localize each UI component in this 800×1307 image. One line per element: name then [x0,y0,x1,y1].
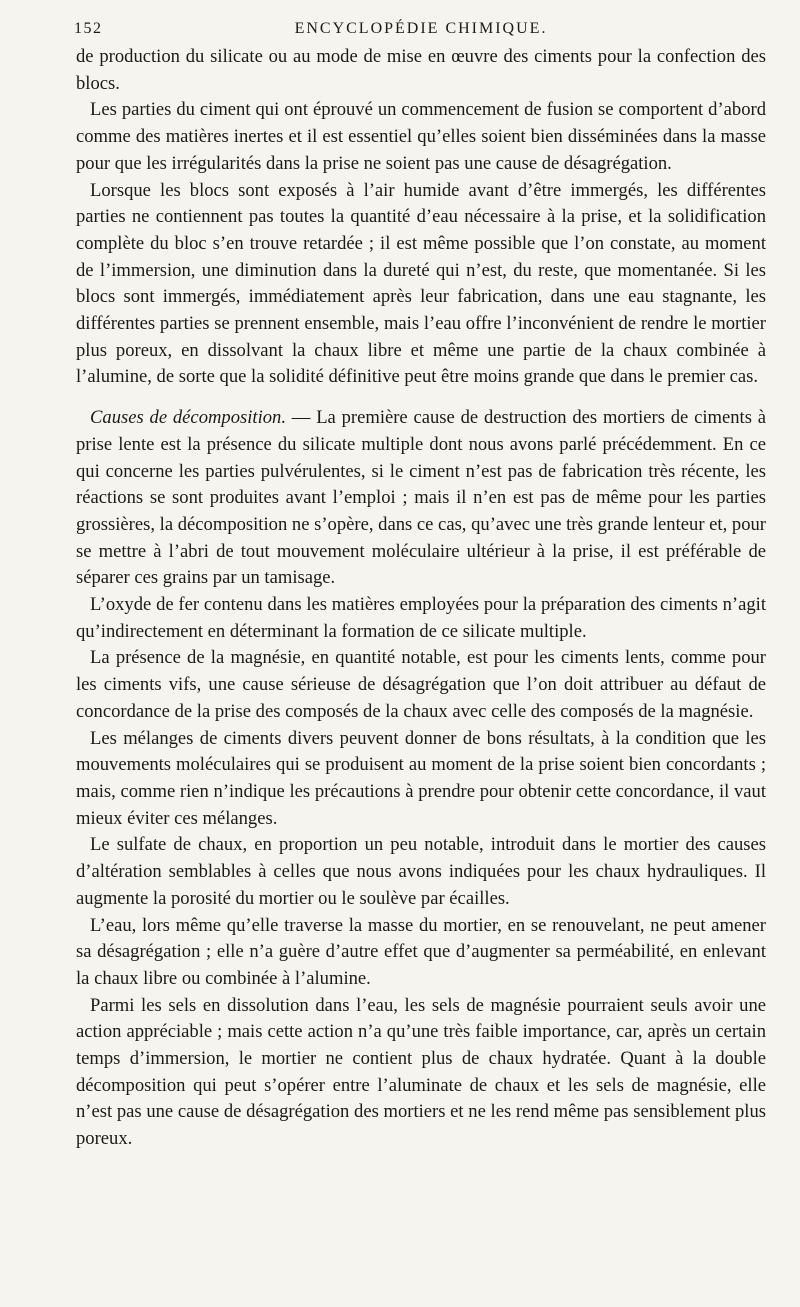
paragraph-causes-de-decomposition [76,405,766,592]
paragraph-text: Les mélanges de ciments divers peuvent donner de bons résultats, à la condition que les mouvements moléculaires qui se produisent au moment de la prise soient bien concordants ; mais, comme rien n’indique les précautions à prendre pour obtenir cette concordance, il vaut mieux éviter ces mélanges. [76,727,766,829]
paragraph [76,97,766,177]
paragraph [76,726,766,833]
paragraph-text: L’oxyde de fer contenu dans les matières employées pour la préparation des ciments n’agit qu’indirectement en déterminant la formation de ce silicate multiple. [76,594,766,642]
paragraph-text: Lorsque les blocs sont exposés à l’air humide avant d’être immergés, les différentes parties ne contiennent pas toutes la quantité d’eau nécessaire à la prise, et la solidification complète du bloc s’en trouve retardée ; il est même possible que l’on constate, au moment de l’immersion, une diminution dans la dureté qui n’est, du reste, que momentanée. Si les blocs sont immergés, immédiatement après leur fabrication, dans une eau stagnante, les différentes parties se prennent ensemble, mais l’eau offre l’inconvénient de rendre le mortier plus poreux, en dissolvant la chaux libre et même une partie de la chaux combinée à l’alumine, de sorte que la solidité définitive peut être moins grande que dans le premier cas. [76,179,766,388]
paragraph-text: — La première cause de destruction des mortiers de ciments à prise lente est la présence du silicate multiple dont nous avons parlé précédemment. En ce qui concerne les parties pulvérulentes, si le ciment n’est pas de fabrication très récente, les réactions se sont produites avant l’emploi ; mais il n’en est pas de même pour les parties grossières, la décomposition ne s’opère, dans ce cas, qu’avec une très grande lenteur et, pour se mettre à l’abri de tout mouvement moléculaire ultérieur à la prise, il est préférable de séparer ces grains par un tamisage. [76,407,766,589]
paragraph [76,832,766,912]
section-heading: Causes de décomposition. [90,407,286,429]
paragraph [76,645,766,725]
paragraph-continuation [76,44,766,97]
paragraph-text: de production du silicate ou au mode de mise en œuvre des ciments pour la confection des blocs. [76,46,766,94]
paragraph-text: Parmi les sels en dissolution dans l’eau, les sels de magnésie pourraient seuls avoir une action appréciable ; mais cette action n’a qu’une très faible importance, car, après un certain temps d’immersion, le mortier ne contient plus de chaux hydratée. Quant à la double décomposition qui peut s’opérer entre l’aluminate de chaux et les sels de magnésie, elle n’est pas une cause de désagrégation des mortiers et ne les rend même pas sensiblement plus poreux. [76,994,766,1150]
paragraph-text: Le sulfate de chaux, en proportion un peu notable, introduit dans le mortier des causes d’altération semblables à celles que nous avons indiquées pour les chaux hydrauliques. Il augmente la porosité du mortier ou le soulève par écailles. [76,834,766,909]
paragraph [76,913,766,993]
running-header [76,14,766,44]
paragraph-text: La présence de la magnésie, en quantité notable, est pour les ciments lents, comme pour les ciments vifs, une cause sérieuse de désagrégation que l’on doit attribuer au défaut de concordance de la prise des composés de la chaux avec celle des composés de la magnésie. [76,647,766,722]
page-number: 152 [74,20,103,37]
paragraph [76,178,766,392]
paragraph-text: Les parties du ciment qui ont éprouvé un commencement de fusion se comportent d’abord comme des matières inertes et il est essentiel qu’elles soient bien disséminées dans la masse pour que les irrégularités dans la prise ne soient pas une cause de désagrégation. [76,99,766,174]
running-title: ENCYCLOPÉDIE CHIMIQUE. [294,20,548,37]
paragraph [76,993,766,1153]
paragraph [76,592,766,645]
body-text [76,44,766,1153]
paragraph-text: L’eau, lors même qu’elle traverse la masse du mortier, en se renouvelant, ne peut amener sa désagrégation ; elle n’a guère d’autre effet que d’augmenter sa perméabilité, en enlevant la chaux libre ou combinée à l’alumine. [76,914,766,989]
